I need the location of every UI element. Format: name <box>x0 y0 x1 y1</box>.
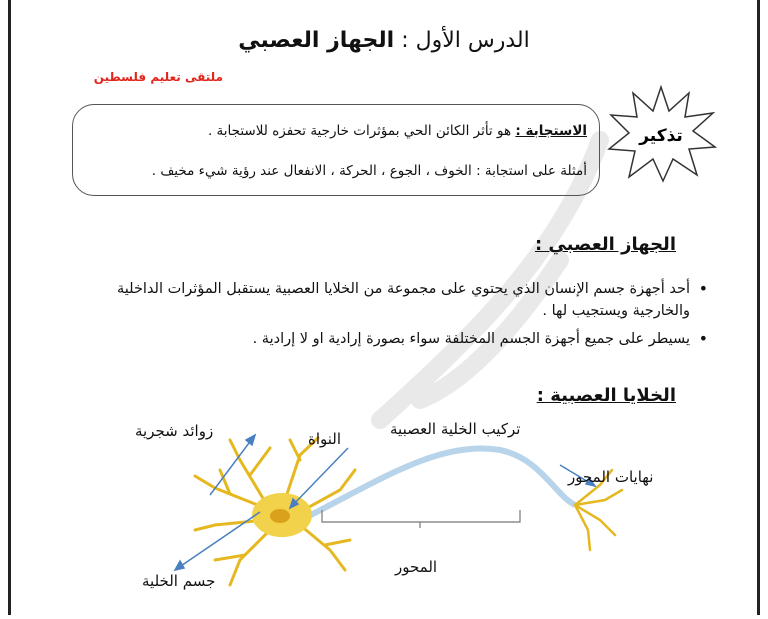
lesson-prefix: الدرس الأول : <box>401 28 530 53</box>
nervous-system-points <box>68 278 708 356</box>
label-dendrites: زوائد شجرية <box>135 422 214 440</box>
nervous-system-heading: الجهاز العصبي : <box>534 234 676 255</box>
point-1: • أحد أجهزة جسم الإنسان الذي يحتوي على مجموعة من الخلايا العصبية يستقبل المؤثرات الداخلية والخارجية ويستجيب لها . <box>68 278 708 322</box>
forum-label: ملتقى تعليم فلسطين <box>93 70 223 84</box>
neuron-diagram <box>0 400 768 615</box>
definition-term: الاستجابة : <box>515 123 587 139</box>
diagram-title: تركيب الخلية العصبية <box>390 420 521 438</box>
label-nucleus: النواة <box>308 430 342 448</box>
definition-text: هو تأثر الكائن الحي بمؤثرات خارجية تحفزه للاستجابة . <box>207 123 516 139</box>
examples-line: أمثلة على استجابة : الخوف ، الجوع ، الحركة ، الانفعال عند رؤية شيء مخيف . <box>151 163 587 179</box>
reminder-box <box>72 104 600 196</box>
definition-line <box>208 123 587 139</box>
neuron-illustration <box>0 400 768 615</box>
reminder-badge-text: تذكير <box>639 126 683 146</box>
label-axon: المحور <box>395 558 438 576</box>
lesson-title <box>0 28 768 53</box>
label-cell-body: جسم الخلية <box>142 572 216 590</box>
label-axon-terminals: نهايات المحور <box>568 468 654 486</box>
nerve-cells-heading: الخلايا العصبية : <box>536 385 676 406</box>
lesson-topic: الجهاز العصبي <box>238 28 395 53</box>
reminder-star-badge <box>605 85 717 183</box>
point-2: • يسيطر على جميع أجهزة الجسم المختلفة سواء بصورة إرادية او لا إرادية . <box>68 328 708 350</box>
